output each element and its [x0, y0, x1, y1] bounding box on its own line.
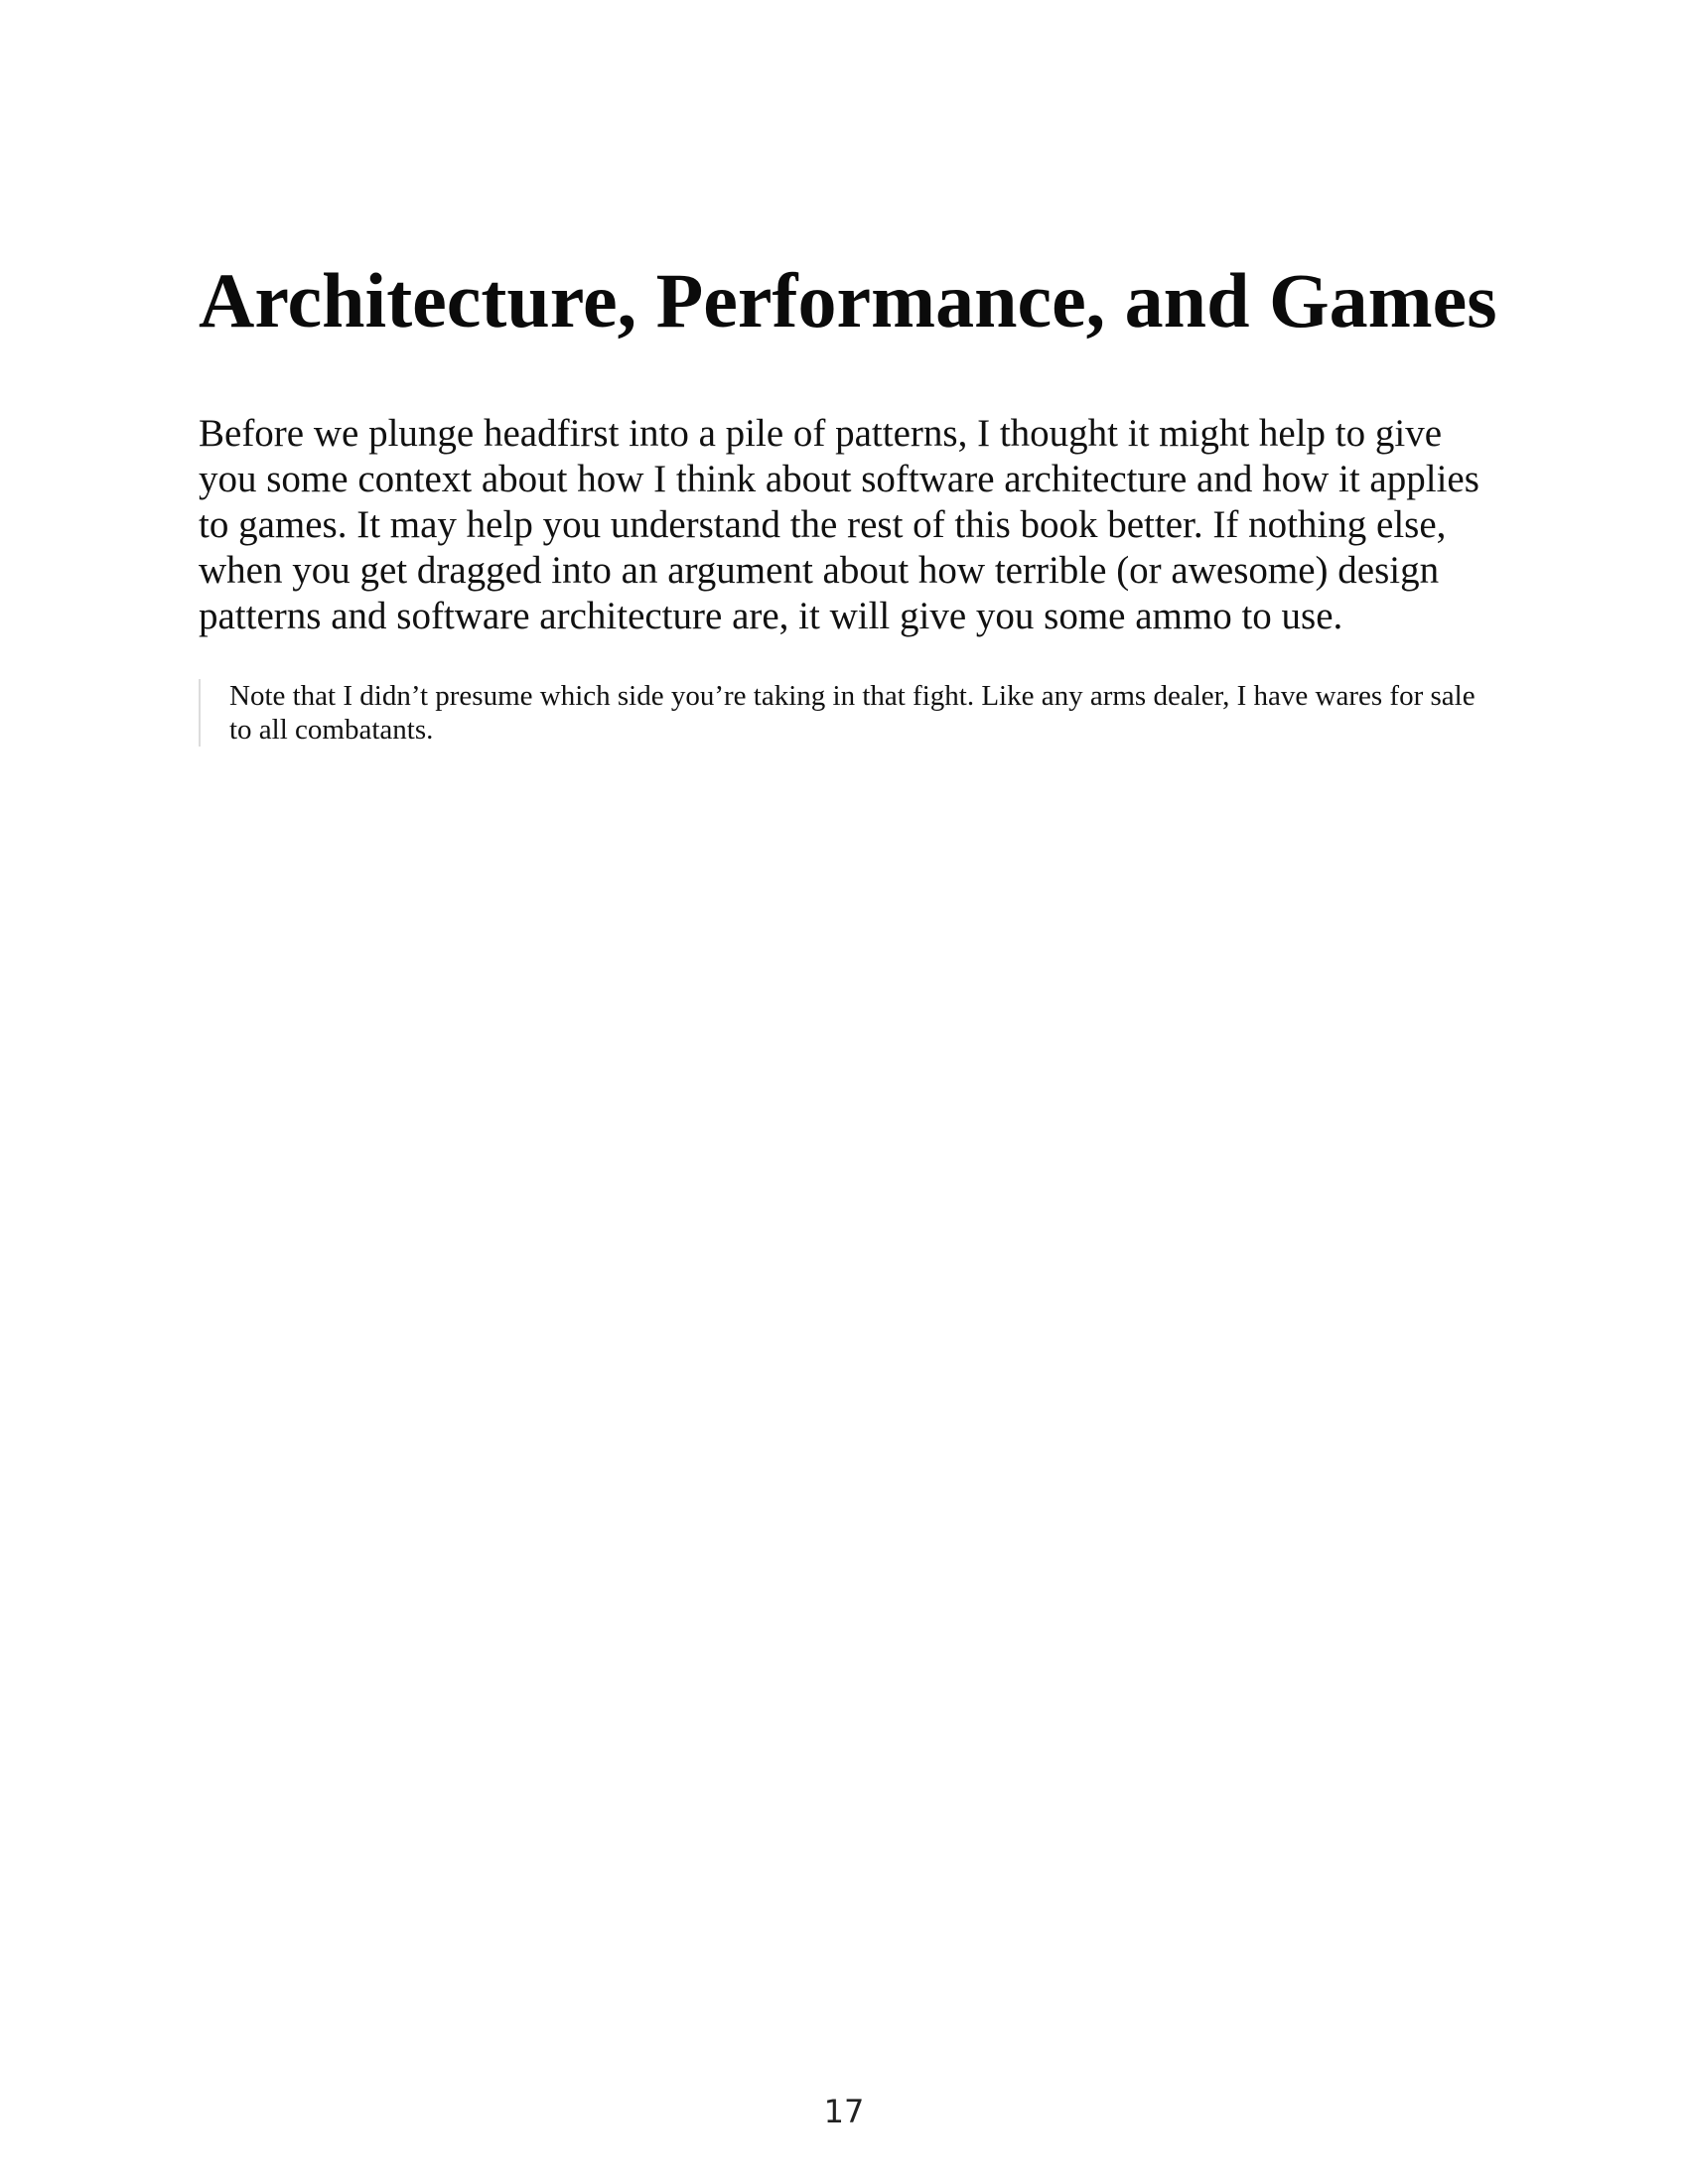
aside-note: Note that I didn’t presume which side you’re taking in that fight. Like any arms dealer, I have wares for sale to all combatants. — [199, 679, 1499, 747]
intro-paragraph: Before we plunge headfirst into a pile of patterns, I thought it might help to give you some context about how I think about software architecture and how it applies to games. It may help you understand the rest of this book better. If nothing else, when you get dragged into an argument about how terrible (or awesome) design patterns and software architecture are, it will give you some ammo to use. — [199, 412, 1479, 637]
page-number: 17 — [823, 2093, 865, 2130]
page-content — [199, 253, 1499, 747]
chapter-title: Architecture, Performance, and Games — [199, 257, 1497, 343]
